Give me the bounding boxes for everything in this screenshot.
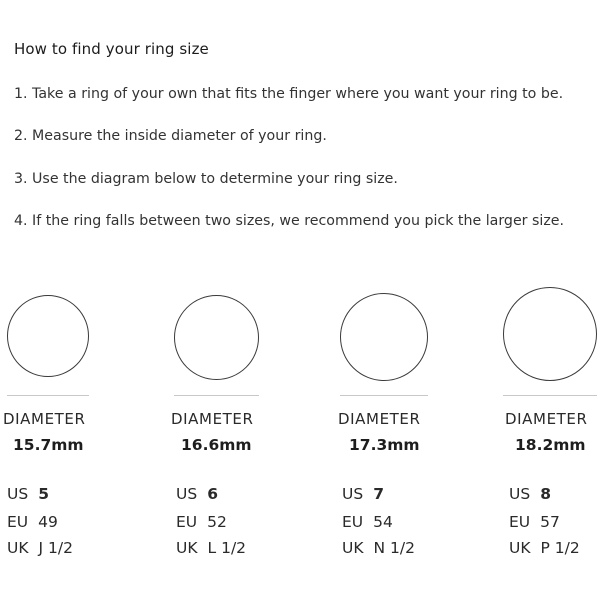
uk-label: UK: [509, 539, 531, 557]
us-size: [176, 485, 218, 503]
us-label: US: [176, 485, 198, 503]
ring-diagram-circle: [174, 295, 259, 380]
eu-label: EU: [7, 513, 29, 531]
eu-size-value: 54: [373, 513, 393, 531]
eu-label: EU: [176, 513, 198, 531]
eu-size: [7, 513, 58, 531]
divider-line: [340, 395, 428, 396]
uk-size-value: J 1/2: [38, 539, 73, 557]
uk-size-value: P 1/2: [540, 539, 580, 557]
instruction-step-4: 4. If the ring falls between two sizes, we recommend you pick the larger size.: [14, 213, 565, 229]
us-size-value: 6: [207, 485, 218, 503]
divider-line: [503, 395, 597, 396]
us-label: US: [342, 485, 364, 503]
instruction-step-3: 3. Use the diagram below to determine your ring size.: [14, 171, 398, 187]
diameter-value: 16.6mm: [181, 436, 252, 454]
diameter-value: 18.2mm: [515, 436, 586, 454]
eu-label: EU: [342, 513, 364, 531]
page-title: How to find your ring size: [14, 40, 209, 58]
ring-diagram-circle: [7, 295, 89, 377]
ring-diagram-circle: [340, 293, 428, 381]
eu-size-value: 57: [540, 513, 560, 531]
ring-size-column-2: [168, 285, 288, 585]
uk-size: [7, 539, 73, 557]
uk-size: [342, 539, 415, 557]
uk-label: UK: [342, 539, 364, 557]
eu-size-value: 49: [38, 513, 58, 531]
us-size: [7, 485, 49, 503]
us-size: [342, 485, 384, 503]
diameter-label: DIAMETER: [338, 410, 421, 428]
us-size-value: 5: [38, 485, 49, 503]
divider-line: [7, 395, 89, 396]
ring-diagram-circle: [503, 287, 597, 381]
uk-size: [176, 539, 246, 557]
us-size: [509, 485, 551, 503]
eu-size: [176, 513, 227, 531]
ring-size-column-4: [500, 285, 600, 585]
ring-size-column-1: [0, 285, 120, 585]
instruction-step-2: 2. Measure the inside diameter of your ring.: [14, 128, 327, 144]
diameter-label: DIAMETER: [171, 410, 254, 428]
us-label: US: [7, 485, 29, 503]
eu-size-value: 52: [207, 513, 227, 531]
uk-label: UK: [176, 539, 198, 557]
uk-label: UK: [7, 539, 29, 557]
instruction-step-1: 1. Take a ring of your own that fits the finger where you want your ring to be.: [14, 86, 564, 102]
uk-size: [509, 539, 580, 557]
uk-size-value: L 1/2: [207, 539, 247, 557]
uk-size-value: N 1/2: [373, 539, 415, 557]
divider-line: [174, 395, 259, 396]
eu-label: EU: [509, 513, 531, 531]
diameter-label: DIAMETER: [3, 410, 86, 428]
us-size-value: 7: [373, 485, 384, 503]
us-size-value: 8: [540, 485, 551, 503]
ring-size-column-3: [335, 285, 455, 585]
eu-size: [509, 513, 560, 531]
us-label: US: [509, 485, 531, 503]
diameter-label: DIAMETER: [505, 410, 588, 428]
diameter-value: 17.3mm: [349, 436, 420, 454]
diameter-value: 15.7mm: [13, 436, 84, 454]
eu-size: [342, 513, 393, 531]
